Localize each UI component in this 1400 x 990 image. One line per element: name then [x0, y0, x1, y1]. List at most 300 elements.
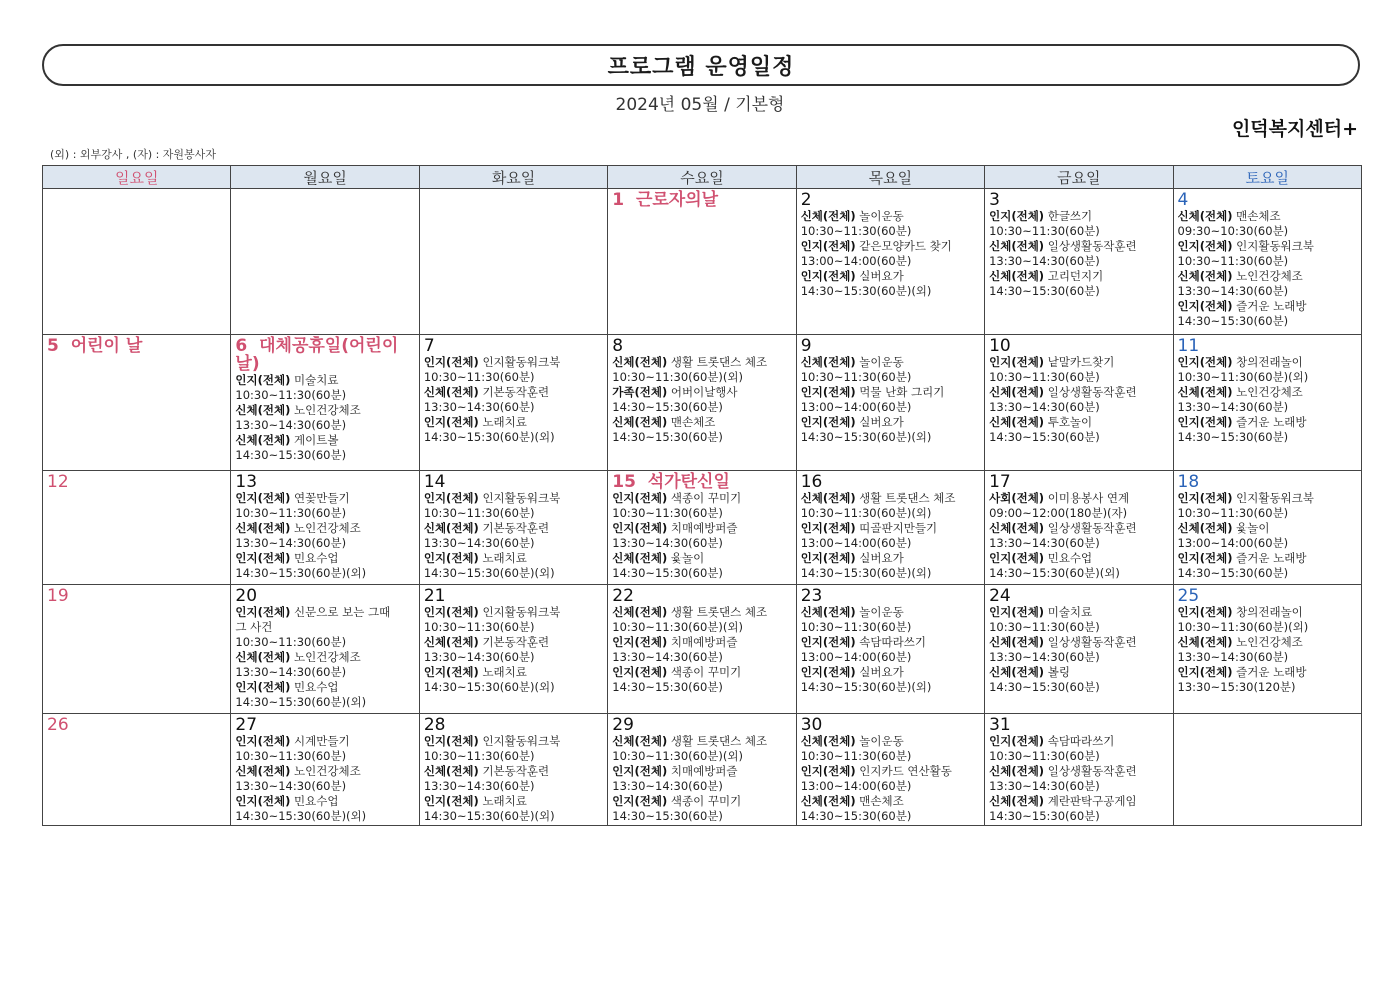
- program-entry: [424, 605, 604, 620]
- program-entry: [989, 521, 1169, 536]
- program-time: 14:30~15:30(60분): [612, 680, 723, 694]
- program-name: 인지활동워크북: [482, 491, 561, 505]
- day-number: 6: [235, 336, 248, 356]
- program-category: 인지(전체): [800, 551, 856, 565]
- program-name: 계란판탁구공게임: [1047, 794, 1137, 808]
- program-time: 10:30~11:30(60분)(외): [800, 506, 932, 520]
- program-category: 신체(전체): [1177, 385, 1233, 399]
- program-time: 13:30~14:30(60분): [1177, 284, 1289, 298]
- program-time: 13:30~14:30(60분): [989, 779, 1100, 793]
- program-category: 신체(전체): [800, 491, 856, 505]
- day-number-line: [989, 191, 1169, 209]
- program-entry: [989, 794, 1169, 809]
- calendar-day-cell: [1173, 335, 1361, 471]
- program-time: 10:30~11:30(60분): [800, 370, 912, 384]
- program-time: 14:30~15:30(60분): [989, 680, 1100, 694]
- program-name: 실버요가: [859, 551, 904, 565]
- program-time: 13:30~14:30(60분): [423, 536, 535, 550]
- program-entry: [235, 794, 415, 809]
- program-time: 13:00~14:00(60분): [800, 779, 912, 793]
- program-entry: [424, 385, 604, 400]
- day-number: 20: [235, 586, 258, 606]
- program-name: 노래치료: [482, 794, 527, 808]
- program-entry: [424, 551, 604, 566]
- program-entry: [801, 491, 981, 506]
- program-name: 신문으로 보는 그때: [294, 605, 391, 619]
- program-name: 기본동작훈련: [482, 635, 550, 649]
- program-name: 놀이운동: [859, 209, 904, 223]
- program-name: 실버요가: [859, 415, 904, 429]
- program-category: 인지(전체): [1177, 491, 1233, 505]
- program-time: 10:30~11:30(60분): [423, 620, 535, 634]
- calendar-week-row: [43, 585, 1362, 714]
- program-name: 고리던지기: [1047, 269, 1104, 283]
- program-time: 13:30~14:30(60분): [612, 779, 723, 793]
- calendar-day-cell: [43, 585, 231, 714]
- program-time: 13:30~14:30(60분): [989, 650, 1100, 664]
- program-name: 기본동작훈련: [482, 521, 550, 535]
- program-name: 노인건강체조: [1236, 269, 1303, 283]
- program-entry: [1178, 385, 1358, 400]
- program-name: 민요수업: [294, 680, 339, 694]
- calendar-week-row: [43, 335, 1362, 471]
- program-name: 생활 트롯댄스 체조: [859, 491, 956, 505]
- program-category: 인지(전체): [235, 373, 291, 387]
- day-number: 25: [1177, 586, 1200, 606]
- day-number-line: [424, 587, 604, 605]
- day-number-line: [612, 716, 792, 734]
- program-name: 인지활동워크북: [482, 734, 561, 748]
- calendar-day-cell: [419, 471, 607, 585]
- program-category: 신체(전체): [423, 764, 479, 778]
- program-name: 인지활동워크북: [482, 355, 561, 369]
- program-name: 일상생활동작훈련: [1047, 635, 1137, 649]
- program-category: 인지(전체): [1177, 355, 1233, 369]
- program-name: 창의전래놀이: [1236, 605, 1303, 619]
- day-number: 9: [800, 336, 812, 356]
- program-entry: [235, 433, 415, 448]
- program-entry: [612, 635, 792, 650]
- program-time: 10:30~11:30(60분): [235, 749, 347, 763]
- program-time: 14:30~15:30(60분): [235, 448, 347, 462]
- program-time: 13:30~14:30(60분): [235, 418, 347, 432]
- program-time: 10:30~11:30(60분): [989, 224, 1100, 238]
- calendar-day-cell: [419, 189, 607, 335]
- program-name: 볼링: [1047, 665, 1070, 679]
- weekday-header: 화요일: [419, 166, 607, 189]
- program-name: 실버요가: [859, 665, 904, 679]
- title-banner: [42, 44, 1360, 86]
- program-category: 신체(전체): [800, 794, 856, 808]
- program-entry: [801, 239, 981, 254]
- day-number-line: [801, 473, 981, 491]
- program-category: 인지(전체): [1177, 415, 1233, 429]
- program-entry: [424, 794, 604, 809]
- program-category: 인지(전체): [423, 665, 479, 679]
- program-category: 신체(전체): [989, 794, 1045, 808]
- program-category: 인지(전체): [235, 734, 291, 748]
- program-name: 윷놀이: [1236, 521, 1270, 535]
- weekday-header: 토요일: [1173, 166, 1361, 189]
- program-category: 인지(전체): [1177, 665, 1233, 679]
- program-entry: [989, 734, 1169, 749]
- program-name: 맨손체조: [859, 794, 904, 808]
- program-entry: [801, 521, 981, 536]
- page-subtitle: 2024년 05월 / 기본형: [615, 95, 785, 115]
- program-time: 10:30~11:30(60분): [989, 749, 1100, 763]
- day-number: 7: [423, 336, 435, 356]
- program-name: 놀이운동: [859, 605, 904, 619]
- program-entry: [612, 521, 792, 536]
- day-number-line: [235, 337, 415, 373]
- program-name: 한글쓰기: [1047, 209, 1093, 223]
- program-time: 13:30~14:30(60분): [989, 536, 1100, 550]
- program-name: 낱말카드찾기: [1047, 355, 1115, 369]
- day-number-line: [47, 587, 227, 605]
- program-entry: [235, 373, 415, 388]
- day-number-line: [612, 337, 792, 355]
- day-number: 16: [800, 472, 823, 492]
- calendar-day-cell: [985, 585, 1173, 714]
- weekday-header: 금요일: [985, 166, 1173, 189]
- program-category: 신체(전체): [612, 734, 668, 748]
- day-number-line: [801, 337, 981, 355]
- program-entry: [989, 415, 1169, 430]
- day-number-line: [612, 587, 792, 605]
- program-entry: [989, 491, 1169, 506]
- program-name: 즐거운 노래방: [1236, 551, 1307, 565]
- program-time: 14:30~15:30(60분): [612, 430, 723, 444]
- program-entry: [235, 403, 415, 418]
- program-entry: [612, 794, 792, 809]
- day-number-line: [612, 191, 792, 209]
- program-time: 14:30~15:30(60분)(외): [800, 430, 932, 444]
- program-time: 14:30~15:30(60분)(외): [423, 430, 555, 444]
- weekday-header: 월요일: [231, 166, 419, 189]
- program-entry: [612, 764, 792, 779]
- program-category: 인지(전체): [800, 239, 856, 253]
- day-number: 26: [47, 715, 69, 735]
- program-category: 신체(전체): [800, 605, 856, 619]
- program-time: 14:30~15:30(60분): [989, 809, 1100, 823]
- day-number-line: [235, 587, 415, 605]
- program-name: 노인건강체조: [1236, 635, 1303, 649]
- program-time: 10:30~11:30(60분)(외): [1177, 620, 1309, 634]
- program-category: 인지(전체): [1177, 605, 1233, 619]
- program-name: 치매예방퍼즐: [670, 635, 738, 649]
- program-time: 13:00~14:00(60분): [800, 536, 912, 550]
- calendar-day-cell: [1173, 189, 1361, 335]
- calendar-day-cell: [796, 585, 984, 714]
- program-category: 신체(전체): [1177, 635, 1233, 649]
- holiday-label: 대체공휴일(어린이날): [235, 336, 399, 374]
- program-entry: [801, 385, 981, 400]
- program-category: 인지(전체): [1177, 239, 1233, 253]
- program-category: 신체(전체): [800, 209, 856, 223]
- program-name-continued: 그 사건: [235, 620, 273, 634]
- program-category: 인지(전체): [800, 521, 856, 535]
- day-number: 17: [989, 472, 1011, 492]
- program-entry: [1178, 269, 1358, 284]
- calendar-day-cell: [231, 471, 419, 585]
- day-number: 21: [423, 586, 446, 606]
- day-number-line: [801, 716, 981, 734]
- program-category: 인지(전체): [800, 385, 856, 399]
- program-entry: [989, 551, 1169, 566]
- calendar-day-cell: [43, 189, 231, 335]
- program-entry: [1178, 299, 1358, 314]
- program-category: 신체(전체): [1177, 269, 1233, 283]
- day-number-line: [235, 473, 415, 491]
- program-entry: [989, 239, 1169, 254]
- day-number: 27: [235, 715, 258, 735]
- program-time: 13:30~14:30(60분): [235, 665, 347, 679]
- program-category: 신체(전체): [989, 415, 1045, 429]
- calendar-week-row: [43, 471, 1362, 585]
- program-entry: [235, 491, 415, 506]
- program-name: 미술치료: [1047, 605, 1093, 619]
- program-entry: [801, 415, 981, 430]
- program-entry: [1178, 355, 1358, 370]
- program-time: 14:30~15:30(60분)(외): [423, 809, 555, 823]
- weekday-header: 수요일: [608, 166, 796, 189]
- program-entry: [1178, 521, 1358, 536]
- program-time: 14:30~15:30(60분): [989, 284, 1100, 298]
- program-category: 신체(전체): [235, 521, 291, 535]
- calendar-day-cell: [1173, 471, 1361, 585]
- program-name: 시계만들기: [294, 734, 350, 748]
- program-category: 인지(전체): [989, 734, 1045, 748]
- program-category: 인지(전체): [989, 209, 1045, 223]
- weekday-header: 일요일: [43, 166, 231, 189]
- day-number: 3: [989, 190, 1000, 210]
- day-number: 14: [423, 472, 446, 492]
- program-category: 인지(전체): [800, 415, 856, 429]
- program-category: 신체(전체): [989, 385, 1045, 399]
- program-entry: [989, 355, 1169, 370]
- program-time: 10:30~11:30(60분): [423, 370, 535, 384]
- program-category: 사회(전체): [989, 491, 1045, 505]
- calendar-day-cell: [419, 585, 607, 714]
- program-name: 기본동작훈련: [482, 385, 550, 399]
- program-entry: [612, 355, 792, 370]
- day-number: 5: [47, 336, 59, 356]
- program-category: 인지(전체): [612, 665, 668, 679]
- program-name: 일상생활동작훈련: [1047, 239, 1137, 253]
- day-number: 15: [612, 472, 636, 492]
- program-name: 미술치료: [294, 373, 339, 387]
- calendar-day-cell: [608, 585, 796, 714]
- program-name: 색종이 꾸미기: [670, 665, 742, 679]
- program-name: 치매예방퍼즐: [670, 521, 738, 535]
- program-entry: [801, 764, 981, 779]
- program-category: 가족(전체): [612, 385, 668, 399]
- program-name: 어버이날행사: [670, 385, 738, 399]
- program-category: 신체(전체): [989, 269, 1045, 283]
- program-category: 인지(전체): [423, 355, 479, 369]
- program-time: 13:30~14:30(60분): [989, 254, 1100, 268]
- program-category: 신체(전체): [1177, 209, 1233, 223]
- program-time: 14:30~15:30(60분): [612, 400, 723, 414]
- day-number-line: [989, 587, 1169, 605]
- program-time: 14:30~15:30(60분)(외): [800, 680, 932, 694]
- day-number-line: [235, 716, 415, 734]
- program-entry: [235, 551, 415, 566]
- calendar-day-cell: [796, 714, 984, 826]
- day-number: 13: [235, 472, 258, 492]
- program-time: 10:30~11:30(60분)(외): [1177, 370, 1309, 384]
- weekday-header-row: [43, 166, 1362, 189]
- calendar-day-cell: [608, 335, 796, 471]
- program-time: 10:30~11:30(60분): [423, 506, 535, 520]
- program-category: 인지(전체): [235, 794, 291, 808]
- day-number: 10: [989, 336, 1011, 356]
- calendar-week-row: [43, 714, 1362, 826]
- program-name: 인지활동워크북: [1236, 239, 1314, 253]
- program-category: 신체(전체): [989, 239, 1045, 253]
- program-name: 놀이운동: [859, 734, 904, 748]
- program-category: 신체(전체): [989, 635, 1045, 649]
- program-name: 같은모양카드 찾기: [859, 239, 952, 253]
- program-entry: [235, 605, 415, 620]
- program-category: 인지(전체): [1177, 551, 1233, 565]
- program-name: 즐거운 노래방: [1236, 299, 1307, 313]
- program-entry: [989, 635, 1169, 650]
- program-category: 신체(전체): [235, 650, 291, 664]
- program-entry: [801, 665, 981, 680]
- program-name: 민요수업: [294, 794, 339, 808]
- program-category: 신체(전체): [612, 605, 668, 619]
- weekday-header: 목요일: [796, 166, 984, 189]
- program-entry: [989, 764, 1169, 779]
- program-entry: [989, 209, 1169, 224]
- program-name: 먹물 난화 그리기: [859, 385, 945, 399]
- program-category: 신체(전체): [423, 385, 479, 399]
- calendar-day-cell: [43, 714, 231, 826]
- program-name: 인지활동워크북: [482, 605, 561, 619]
- program-time: 10:30~11:30(60분): [235, 635, 347, 649]
- day-number-line: [801, 587, 981, 605]
- program-category: 인지(전체): [989, 355, 1045, 369]
- program-time: 14:30~15:30(60분)(외): [235, 566, 367, 580]
- calendar-day-cell: [608, 714, 796, 826]
- day-number-line: [989, 473, 1169, 491]
- program-name: 인지활동워크북: [1236, 491, 1314, 505]
- program-time: 13:30~14:30(60분): [1177, 400, 1289, 414]
- day-number-line: [47, 473, 227, 491]
- program-name: 치매예방퍼즐: [670, 764, 738, 778]
- program-name: 일상생활동작훈련: [1047, 385, 1137, 399]
- program-time: 13:30~14:30(60분): [1177, 650, 1289, 664]
- program-name: 놀이운동: [859, 355, 904, 369]
- program-entry: [1178, 605, 1358, 620]
- program-category: 인지(전체): [800, 665, 856, 679]
- program-name: 민요수업: [294, 551, 339, 565]
- program-name: 연꽃만들기: [294, 491, 350, 505]
- program-name: 생활 트롯댄스 체조: [670, 734, 768, 748]
- program-time: 14:30~15:30(60분): [1177, 566, 1289, 580]
- program-entry: [1178, 491, 1358, 506]
- program-name: 민요수업: [1047, 551, 1093, 565]
- day-number: 12: [47, 472, 69, 492]
- program-entry: [801, 551, 981, 566]
- program-name: 노인건강체조: [294, 764, 361, 778]
- program-category: 신체(전체): [235, 433, 291, 447]
- program-time: 14:30~15:30(60분): [612, 809, 723, 823]
- program-name: 창의전래놀이: [1236, 355, 1303, 369]
- program-category: 인지(전체): [612, 491, 668, 505]
- day-number-line: [989, 716, 1169, 734]
- day-number-line: [47, 716, 227, 734]
- calendar-table: [42, 165, 1362, 826]
- program-entry: [612, 385, 792, 400]
- day-number: 11: [1177, 336, 1200, 356]
- calendar-day-cell: [231, 714, 419, 826]
- program-entry: [801, 355, 981, 370]
- program-category: 인지(전체): [423, 491, 479, 505]
- program-time: 10:30~11:30(60분): [612, 506, 723, 520]
- day-number: 2: [800, 190, 812, 210]
- day-number-line: [47, 337, 227, 355]
- program-category: 인지(전체): [423, 605, 479, 619]
- program-time: 09:00~12:00(180분)(자): [989, 506, 1128, 520]
- program-name: 실버요가: [859, 269, 904, 283]
- program-time: 13:30~14:30(60분): [423, 400, 535, 414]
- program-time: 14:30~15:30(60분): [1177, 430, 1289, 444]
- day-number: 28: [423, 715, 446, 735]
- day-number: 8: [612, 336, 624, 356]
- program-name: 노래치료: [482, 665, 527, 679]
- program-time: 10:30~11:30(60분): [235, 388, 347, 402]
- program-entry: [424, 734, 604, 749]
- day-number-line: [1178, 587, 1358, 605]
- program-time: 13:30~14:30(60분): [612, 650, 723, 664]
- program-time: 10:30~11:30(60분): [1177, 506, 1289, 520]
- program-entry: [235, 680, 415, 695]
- program-entry: [424, 415, 604, 430]
- program-time: 13:00~14:00(60분): [1177, 536, 1289, 550]
- program-name: 노래치료: [482, 551, 527, 565]
- program-category: 인지(전체): [800, 269, 856, 283]
- program-time: 13:30~14:30(60분): [423, 650, 535, 664]
- program-time: 14:30~15:30(60분)(외): [423, 680, 555, 694]
- program-entry: [612, 665, 792, 680]
- holiday-label: 석가탄신일: [647, 472, 730, 492]
- program-entry: [1178, 551, 1358, 566]
- program-entry: [424, 764, 604, 779]
- day-number-line: [612, 473, 792, 491]
- program-entry: [1178, 415, 1358, 430]
- calendar-day-cell: [1173, 714, 1361, 826]
- program-time: 10:30~11:30(60분): [800, 620, 912, 634]
- program-time: 10:30~11:30(60분): [235, 506, 347, 520]
- calendar-day-cell: [43, 335, 231, 471]
- program-name: 띠골판지만들기: [859, 521, 938, 535]
- program-category: 인지(전체): [423, 794, 479, 808]
- program-time: 10:30~11:30(60분)(외): [612, 749, 743, 763]
- program-entry: [801, 605, 981, 620]
- calendar-day-cell: [608, 471, 796, 585]
- program-time: 14:30~15:30(60분): [800, 809, 912, 823]
- program-name: 노인건강체조: [294, 521, 361, 535]
- program-category: 인지(전체): [423, 734, 479, 748]
- program-category: 신체(전체): [989, 764, 1045, 778]
- program-time: 13:00~14:00(60분): [800, 400, 912, 414]
- program-time: 10:30~11:30(60분): [1177, 254, 1289, 268]
- program-name: 기본동작훈련: [482, 764, 550, 778]
- program-category: 신체(전체): [989, 521, 1045, 535]
- program-category: 인지(전체): [612, 794, 668, 808]
